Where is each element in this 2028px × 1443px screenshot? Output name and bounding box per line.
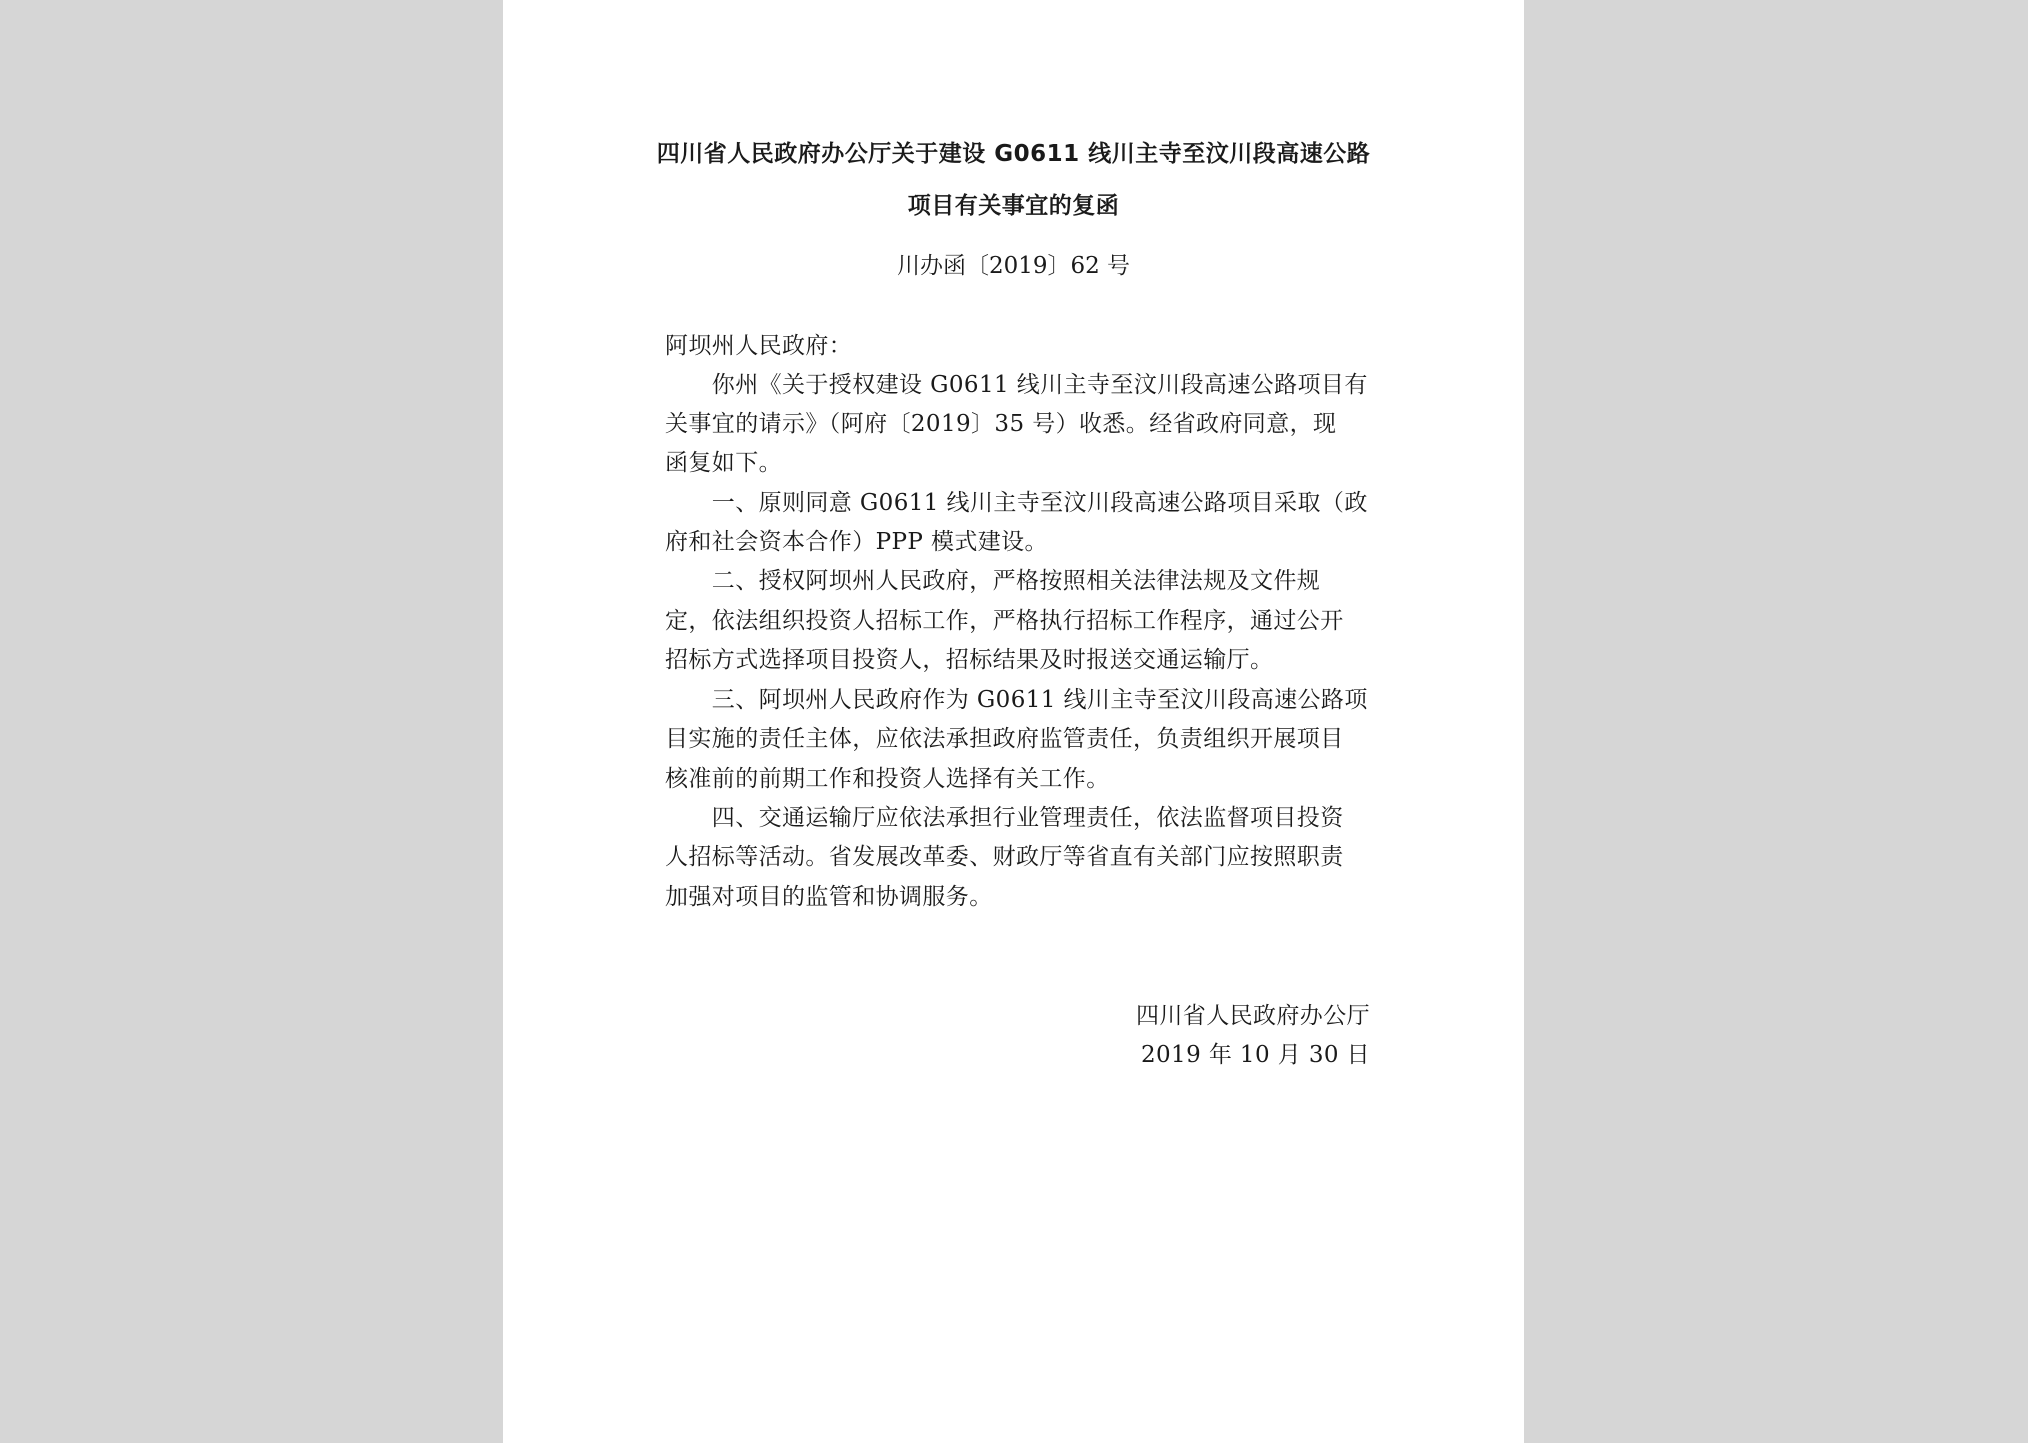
signature: 四川省人民政府办公厅	[1136, 1003, 1370, 1029]
body-line: 目实施的责任主体，应依法承担政府监管责任，负责组织开展项目	[665, 726, 1344, 752]
body-line: 三、阿坝州人民政府作为 G0611 线川主寺至汶川段高速公路项	[665, 687, 1368, 713]
body-line: 定，依法组织投资人招标工作，严格执行招标工作程序，通过公开	[665, 608, 1344, 634]
document-title	[503, 128, 1524, 232]
body-line: 函复如下。	[665, 450, 782, 476]
body-line: 你州《关于授权建设 G0611 线川主寺至汶川段高速公路项目有	[665, 372, 1368, 398]
title-line-1: 四川省人民政府办公厅关于建设 G0611 线川主寺至汶川段高速公路	[656, 141, 1371, 167]
document-number: 川办函〔2019〕62 号	[896, 253, 1131, 279]
body-line: 加强对项目的监管和协调服务。	[665, 884, 993, 910]
body-line: 四、交通运输厅应依法承担行业管理责任，依法监督项目投资	[665, 805, 1344, 831]
document-page	[503, 0, 1524, 1443]
title-line-2: 项目有关事宜的复函	[907, 193, 1120, 219]
document-date: 2019 年 10 月 30 日	[1140, 1042, 1370, 1068]
body-line: 招标方式选择项目投资人，招标结果及时报送交通运输厅。	[665, 647, 1274, 673]
body-line: 二、授权阿坝州人民政府，严格按照相关法律法规及文件规	[665, 568, 1321, 594]
body-line: 人招标等活动。省发展改革委、财政厅等省直有关部门应按照职责	[665, 844, 1344, 870]
body-line: 一、原则同意 G0611 线川主寺至汶川段高速公路项目采取（政	[665, 490, 1368, 516]
body-line: 核准前的前期工作和投资人选择有关工作。	[665, 766, 1110, 792]
body-line: 府和社会资本合作）PPP 模式建设。	[665, 529, 1048, 555]
body-line: 关事宜的请示》（阿府〔2019〕35 号）收悉。经省政府同意，现	[665, 411, 1337, 437]
salutation: 阿坝州人民政府：	[665, 333, 853, 359]
